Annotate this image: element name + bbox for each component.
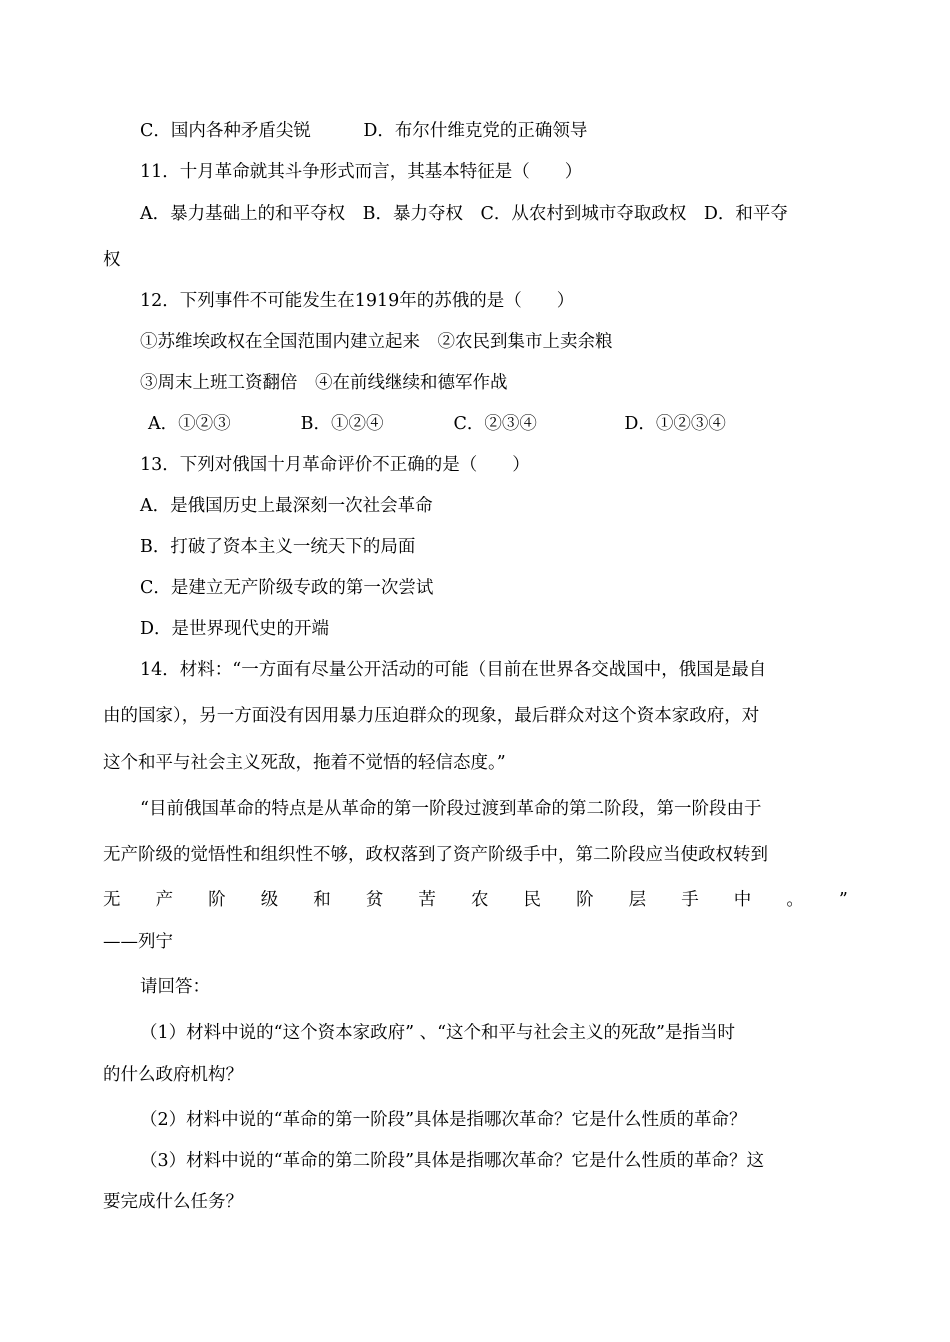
question-14-quote-line-1: “目前俄国革命的特点是从革命的第一阶段过渡到革命的第二阶段，第一阶段由于 xyxy=(140,799,762,819)
question-14-quote-line-3 xyxy=(103,888,848,912)
question-12-items-3-4: ③周末上班工资翻倍 ④在前线继续和德军作战 xyxy=(140,373,508,393)
quote-char: 苦 xyxy=(418,890,436,910)
quote-char: 产 xyxy=(155,890,174,910)
quote-char: 阶 xyxy=(208,890,226,910)
quote-char: 级 xyxy=(260,890,279,910)
question-14-quote-line-2: 无产阶级的觉悟性和组织性不够，政权落到了资产阶级手中，第二阶段应当使政权转到 xyxy=(103,845,768,865)
quote-char: 和 xyxy=(313,890,331,910)
sub-question-2: （2）材料中说的“革命的第一阶段”具体是指哪次革命？它是什么性质的革命？ xyxy=(140,1110,747,1130)
question-13-option-b: B．打破了资本主义一统天下的局面 xyxy=(140,537,416,557)
sub-question-1-wrap: 的什么政府机构？ xyxy=(103,1065,243,1085)
quote-char: 无 xyxy=(103,890,121,910)
question-14-material-line-1: 14．材料：“一方面有尽量公开活动的可能（目前在世界各交战国中，俄国是最自 xyxy=(140,660,767,680)
question-13-option-d: D．是世界现代史的开端 xyxy=(140,619,330,639)
question-12-options: A．①②③ B．①②④ C．②③④ D．①②③④ xyxy=(148,414,726,434)
option-line-c-d: C．国内各种矛盾尖锐 D．布尔什维克党的正确领导 xyxy=(140,121,588,141)
quote-attribution: ——列宁 xyxy=(103,932,173,952)
question-12-items-1-2: ①苏维埃政权在全国范围内建立起来 ②农民到集市上卖余粮 xyxy=(140,332,613,352)
question-14-material-line-3: 这个和平与社会主义死敌，拖着不觉悟的轻信态度。” xyxy=(103,753,506,773)
quote-char: 贫 xyxy=(365,890,384,910)
question-11: 11．十月革命就其斗争形式而言，其基本特征是（ ） xyxy=(140,162,583,182)
quote-char: 农 xyxy=(470,890,489,910)
quote-char: 手 xyxy=(681,890,699,910)
quote-char: ” xyxy=(838,890,848,910)
question-13-option-c: C．是建立无产阶级专政的第一次尝试 xyxy=(140,578,434,598)
quote-char: 中 xyxy=(733,890,752,910)
quote-char: 阶 xyxy=(576,890,594,910)
sub-question-3: （3）材料中说的“革命的第二阶段”具体是指哪次革命？它是什么性质的革命？这 xyxy=(140,1151,765,1171)
sub-question-1: （1）材料中说的“这个资本家政府” 、“这个和平与社会主义的死敌”是指当时 xyxy=(140,1023,735,1043)
question-11-options: A．暴力基础上的和平夺权 B．暴力夺权 C．从农村到城市夺取政权 D．和平夺 xyxy=(140,204,788,224)
sub-question-3-wrap: 要完成什么任务？ xyxy=(103,1192,243,1212)
question-13-option-a: A．是俄国历史上最深刻一次社会革命 xyxy=(140,496,433,516)
quote-char: 。 xyxy=(786,890,804,910)
question-12: 12．下列事件不可能发生在1919年的苏俄的是（ ） xyxy=(140,291,575,311)
question-14-material-line-2: 由的国家），另一方面没有因用暴力压迫群众的现象，最后群众对这个资本家政府，对 xyxy=(103,706,760,726)
question-11-options-wrap: 权 xyxy=(103,250,121,270)
quote-char: 层 xyxy=(628,890,647,910)
quote-char: 民 xyxy=(523,890,541,910)
question-13: 13．下列对俄国十月革命评价不正确的是（ ） xyxy=(140,455,530,475)
answer-prompt: 请回答： xyxy=(140,977,210,997)
